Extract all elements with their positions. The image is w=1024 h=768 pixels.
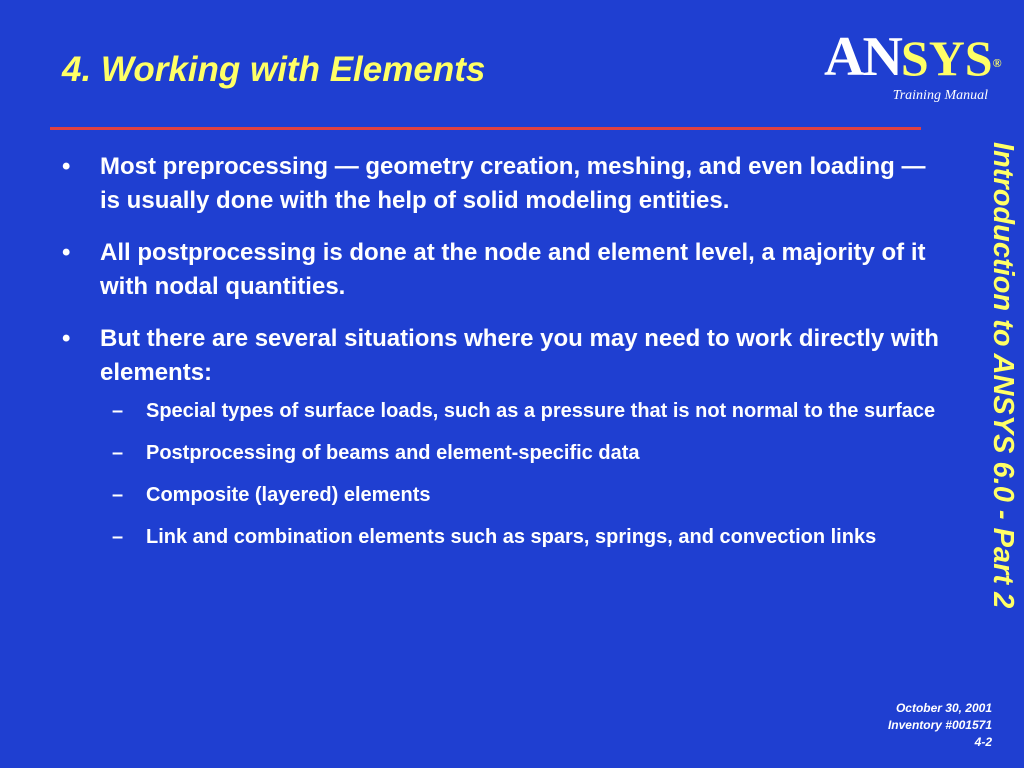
bullet-item	[62, 150, 942, 218]
ansys-logo	[824, 26, 1014, 88]
sub-bullet-text: Composite (layered) elements	[146, 484, 431, 506]
bullet-text: Most preprocessing — geometry creation, meshing, and even loading — is usually done with the help of solid modeling entities.	[100, 153, 926, 214]
sub-bullet-text: Postprocessing of beams and element-specific data	[146, 442, 640, 464]
bullet-text: But there are several situations where you may need to work directly with elements:	[100, 325, 939, 386]
sub-bullet-text: Link and combination elements such as spars, springs, and convection links	[146, 526, 877, 548]
slide-content	[62, 150, 942, 564]
registered-mark: ®	[992, 56, 1000, 70]
logo-sys-text: SYS	[900, 30, 993, 86]
footer-date: October 30, 2001	[895, 701, 992, 715]
bullet-item	[62, 322, 942, 390]
sub-bullet-item	[62, 480, 942, 510]
slide-title: 4. Working with Elements	[62, 50, 486, 89]
dash-mark: –	[112, 400, 124, 422]
slide-footer	[800, 700, 992, 751]
dash-mark: –	[112, 484, 124, 506]
bullet-mark: •	[62, 153, 71, 180]
bullet-item	[62, 236, 942, 304]
bullet-text: All postprocessing is done at the node and element level, a majority of it with nodal quantities.	[100, 239, 926, 300]
sub-bullet-item	[62, 396, 942, 426]
sub-bullet-item	[62, 522, 942, 552]
dash-mark: –	[112, 442, 124, 464]
bullet-mark: •	[62, 239, 71, 266]
vertical-tagline	[986, 142, 1020, 674]
dash-mark: –	[112, 526, 124, 548]
vertical-tagline-text: Introduction to ANSYS 6.0 - Part 2	[987, 142, 1019, 609]
footer-page-number: 4-2	[974, 735, 992, 749]
logo-an-text: AN	[824, 26, 901, 88]
sub-bullet-text: Special types of surface loads, such as a pressure that is not normal to the surface	[146, 400, 936, 422]
bullet-mark: •	[62, 325, 71, 352]
sub-bullet-item	[62, 438, 942, 468]
footer-inventory: Inventory #001571	[887, 718, 992, 732]
training-manual-label: Training Manual	[892, 88, 988, 103]
title-divider	[50, 127, 921, 130]
